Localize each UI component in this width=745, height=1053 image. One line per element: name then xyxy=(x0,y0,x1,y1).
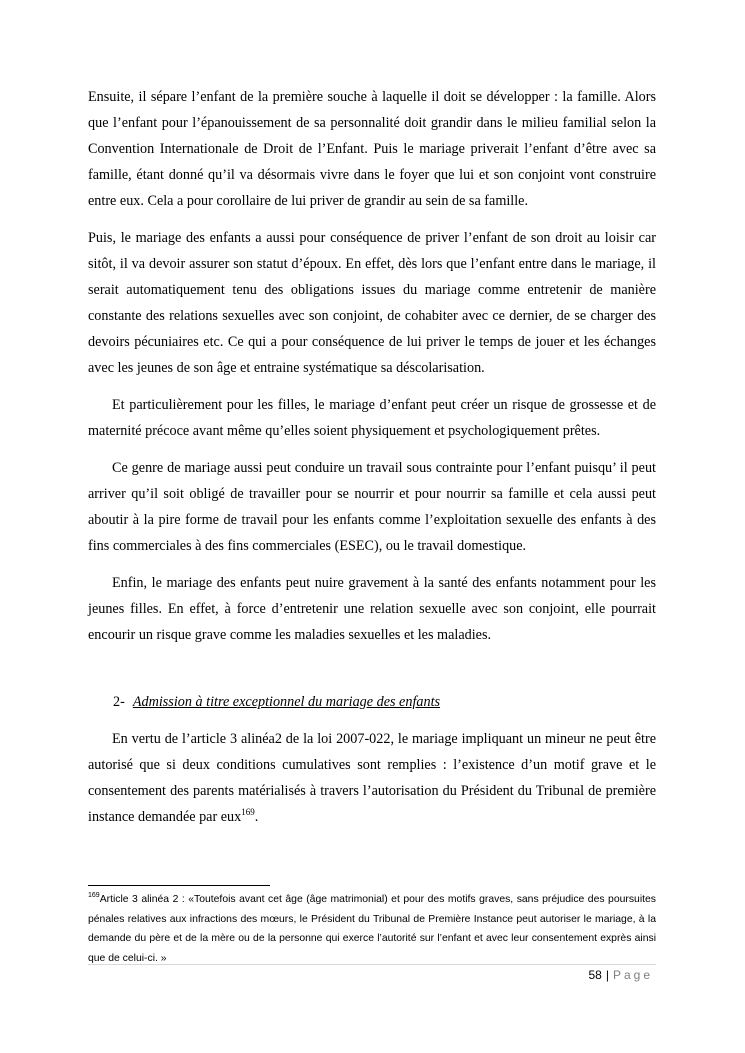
section-heading xyxy=(88,689,656,715)
footnote-text: Article 3 alinéa 2 : «Toutefois avant cet âge (âge matrimonial) et pour des motifs graves, sans préjudice des poursuites pénales relatives aux infractions des mœurs, le Président du Tribunal de Première Instance peut autoriser le mariage, à la demande du père et de la mère ou de la personne qui exerce l’autorité sur l’enfant et avec leur consentement exprès ainsi que de celui-ci. » xyxy=(88,894,656,964)
section-paragraph-end: . xyxy=(254,809,259,825)
paragraph: Ce genre de mariage aussi peut conduire un travail sous contrainte pour l’enfant puisqu’ il peut arriver qu’il soit obligé de travailler pour se nourrir et pour nourrir sa famille et cela aussi peut aboutir à la pire forme de travail pour les enfants comme l’exploitation sexuelle des enfants à des fins commerciales à des fins commerciales (ESEC), ou le travail domestique. xyxy=(88,460,656,554)
page-number: 58 xyxy=(588,968,602,982)
paragraph: Et particulièrement pour les filles, le mariage d’enfant peut créer un risque de grossesse et de maternité précoce avant même qu’elles soient physiquement et psychologiquement prêtes. xyxy=(88,397,656,439)
footer-separator: | xyxy=(605,968,609,982)
footnote-reference[interactable]: 169 xyxy=(241,807,255,817)
page-footer xyxy=(588,968,653,982)
paragraph: Enfin, le mariage des enfants peut nuire gravement à la santé des enfants notamment pour les jeunes filles. En effet, à force d’entretenir une relation sexuelle avec son conjoint, elle pourrait encourir un risque grave comme les maladies sexuelles et les maladies. xyxy=(88,575,656,643)
footnote xyxy=(88,890,656,968)
section-spacer xyxy=(88,659,656,689)
section-paragraph-text: En vertu de l’article 3 alinéa2 de la loi 2007-022, le mariage impliquant un mineur ne peut être autorisé que si deux conditions cumulatives sont remplies : l’existence d’un motif grave et le consentement des parents matérialisés à travers l’autorisation du Président du Tribunal de première instance demandée par eux xyxy=(88,731,656,825)
section-title: Admission à titre exceptionnel du mariage des enfants xyxy=(132,694,441,710)
page-label: Page xyxy=(612,968,653,982)
section-number: 2- xyxy=(113,694,125,710)
paragraph: Puis, le mariage des enfants a aussi pour conséquence de priver l’enfant de son droit au loisir car sitôt, il va devoir assurer son statut d’époux. En effet, dès lors que l’enfant entre dans le mariage, il serait automatiquement tenu des obligations issues du mariage comme entretenir de manière constante des relations sexuelles avec son conjoint, de cohabiter avec ce dernier, de se charger des devoirs pécuniaires etc. Ce qui a pour conséquence de lui priver le temps de jouer et les échanges avec les jeunes de son âge et entraine systématique sa déscolarisation. xyxy=(88,230,656,376)
body-text xyxy=(88,84,656,841)
footer-divider xyxy=(88,964,656,965)
footnote-divider xyxy=(88,885,270,886)
paragraph: Ensuite, il sépare l’enfant de la première souche à laquelle il doit se développer : la famille. Alors que l’enfant pour l’épanouissement de sa personnalité doit grandir dans le milieu familial selon la Convention Internationale de Droit de l’Enfant. Puis le mariage priverait l’enfant d’être avec sa famille, étant donné qu’il va désormais vivre dans le foyer que lui et son conjoint vont construire entre eux. Cela a pour corollaire de lui priver de grandir au sein de sa famille. xyxy=(88,89,656,209)
section-paragraph xyxy=(88,726,656,830)
footnote-number: 169 xyxy=(88,892,100,899)
